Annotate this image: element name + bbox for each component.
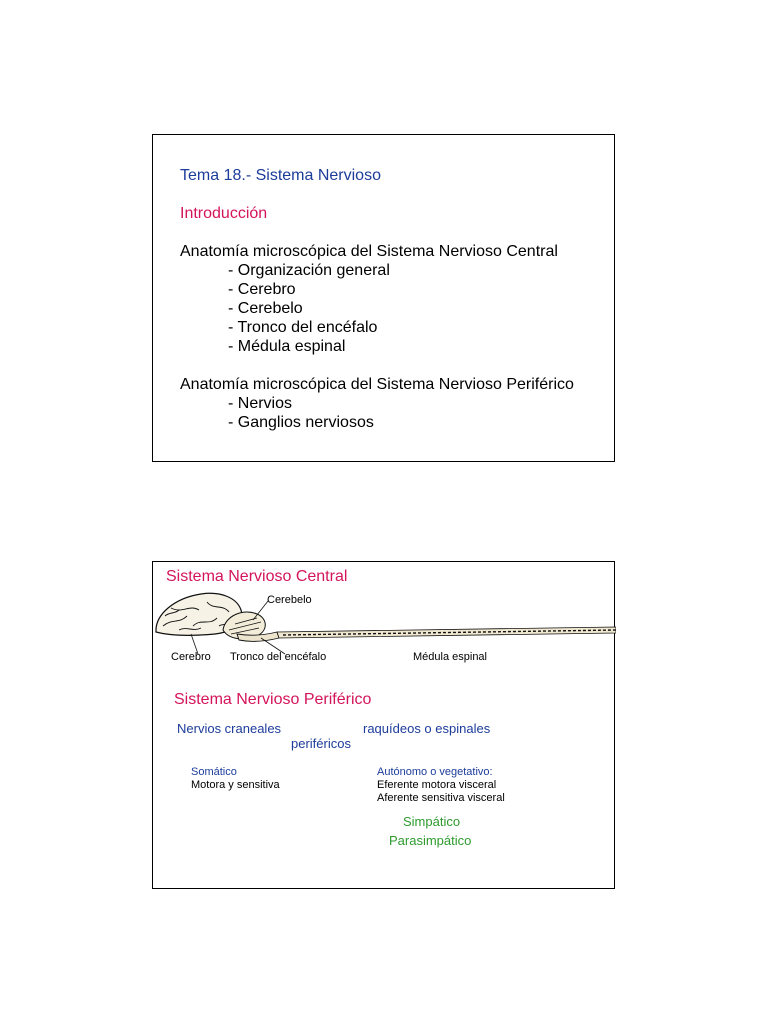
label-tronco: Tronco del encéfalo (230, 651, 327, 663)
intro-heading: Introducción (180, 205, 268, 222)
central-title: Sistema Nervioso Central (166, 568, 348, 585)
peripheral-item: - Ganglios nerviosos (228, 414, 374, 431)
peripheral-title: Sistema Nervioso Periférico (174, 691, 372, 708)
raquideos-espinales: raquídeos o espinales (363, 721, 491, 736)
slide-2 (152, 561, 615, 889)
aferente: Aferente sensitiva visceral (377, 792, 505, 804)
slide-1-outline (180, 166, 574, 432)
slide-1-title: Tema 18.- Sistema Nervioso (180, 167, 381, 184)
somatico: Somático (191, 766, 237, 778)
nervios-craneales: Nervios craneales (177, 721, 282, 736)
eferente: Eferente motora visceral (377, 779, 497, 791)
perifericos: periféricos (291, 736, 351, 751)
label-medula: Médula espinal (413, 651, 487, 663)
label-cerebelo: Cerebelo (267, 594, 312, 606)
autonomo: Autónomo o vegetativo: (377, 766, 493, 778)
peripheral-heading: Anatomía microscópica del Sistema Nervioso Periférico (180, 376, 574, 393)
label-cerebro: Cerebro (171, 651, 211, 663)
central-heading: Anatomía microscópica del Sistema Nervioso Central (180, 243, 558, 260)
motora-sensitiva: Motora y sensitiva (191, 779, 280, 791)
central-item: - Tronco del encéfalo (228, 319, 378, 336)
simpatico: Simpático (403, 814, 461, 829)
central-item: - Cerebro (228, 281, 296, 298)
central-item: - Médula espinal (228, 338, 346, 355)
parasimpatico: Parasimpático (389, 833, 472, 848)
peripheral-item: - Nervios (228, 395, 293, 412)
nervous-system-illustration (153, 586, 616, 656)
central-item: - Organización general (228, 262, 390, 279)
central-item: - Cerebelo (228, 300, 303, 317)
slide-1 (152, 134, 615, 462)
